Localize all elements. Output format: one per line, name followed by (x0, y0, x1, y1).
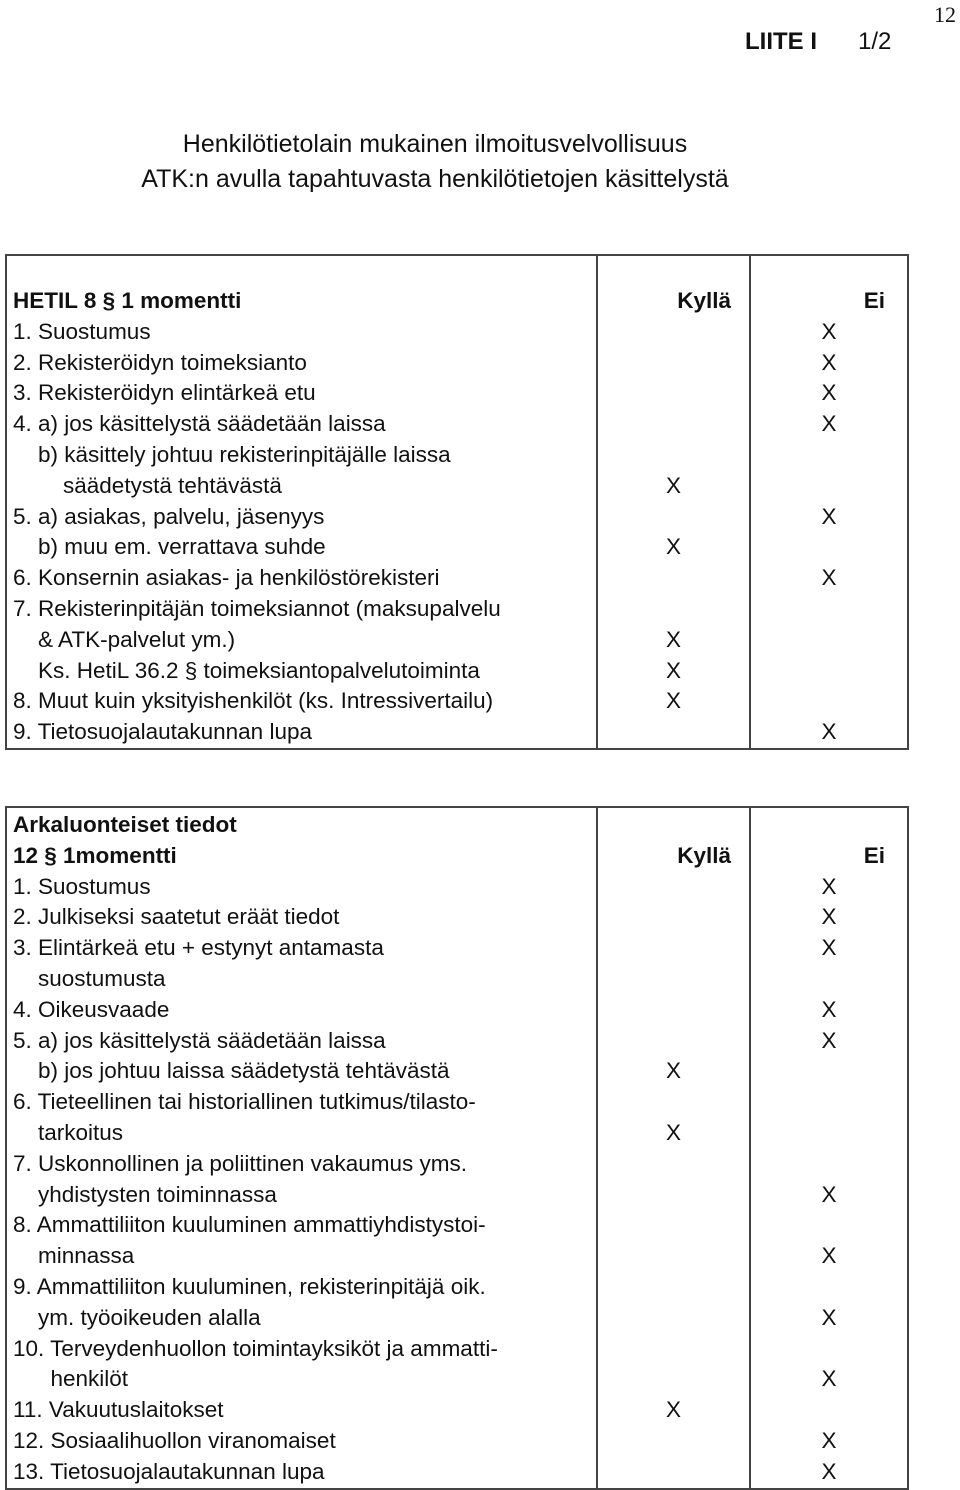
table-row (6, 933, 908, 995)
row-label-line: b) jos johtuu laissa säädetystä tehtävästä (13, 1058, 450, 1084)
yes-mark: X (665, 1119, 681, 1145)
no-mark: X (821, 996, 837, 1022)
row-label-line: 8. Ammattiliiton kuuluminen ammattiyhdistystoi- (13, 1212, 486, 1238)
table-row (6, 656, 908, 687)
yes-mark (598, 563, 749, 594)
no-mark (751, 1056, 907, 1087)
table-row (6, 1334, 908, 1396)
yes-mark (598, 1457, 749, 1488)
yes-mark: X (665, 1397, 681, 1423)
no-mark: X (821, 873, 837, 899)
table-row (6, 440, 908, 502)
row-label-line: 2. Julkiseksi saatetut eräät tiedot (13, 904, 340, 930)
row-label-line: 3. Rekisteröidyn elintärkeä etu (13, 380, 316, 406)
no-mark: X (821, 904, 837, 930)
table-row (6, 686, 908, 717)
row-label-line: 2. Rekisteröidyn toimeksianto (13, 349, 307, 375)
no-mark: X (821, 1181, 837, 1207)
yes-mark (598, 1180, 749, 1211)
row-label-line: säädetystä tehtävästä (13, 472, 282, 498)
row-label-line: 4. a) jos käsittelystä säädetään laissa (13, 411, 386, 437)
table-row (6, 717, 908, 749)
row-label-line: 1. Suostumus (13, 318, 151, 344)
table-row (6, 995, 908, 1026)
no-mark: X (821, 411, 837, 437)
table-row (6, 1426, 908, 1457)
row-label-line: 11. Vakuutuslaitokset (13, 1397, 224, 1423)
yes-mark (598, 902, 749, 933)
yes-mark (598, 502, 749, 533)
table-row (6, 563, 908, 594)
yes-mark (598, 1303, 749, 1334)
row-label-line: 10. Terveydenhuollon toimintayksiköt ja ammatti- (13, 1335, 498, 1361)
yes-mark (598, 1364, 749, 1395)
header-no: Ei (863, 842, 885, 868)
no-mark: X (821, 318, 837, 344)
attachment-label: LIITE I (745, 28, 817, 55)
yes-mark (598, 317, 749, 348)
row-label-line: ym. työoikeuden alalla (13, 1304, 261, 1330)
row-label-line: 3. Elintärkeä etu + estynyt antamasta (13, 935, 384, 961)
row-label-line: 9. Ammattiliiton kuuluminen, rekisterinpitäjä oik. (13, 1273, 486, 1299)
yes-mark (598, 1241, 749, 1272)
table-row (6, 902, 908, 933)
row-label-line: 12. Sosiaalihuollon viranomaiset (13, 1427, 336, 1453)
yes-mark: X (665, 688, 681, 714)
no-mark: X (821, 935, 837, 961)
header-label: HETIL 8 § 1 momentti (13, 288, 242, 313)
yes-mark (598, 378, 749, 409)
yes-mark: X (665, 1058, 681, 1084)
row-label-line: 8. Muut kuin yksityishenkilöt (ks. Intressivertailu) (13, 688, 494, 714)
table-row (6, 317, 908, 348)
table-row (6, 348, 908, 379)
table-row (6, 1026, 908, 1057)
row-label-line: yhdistysten toiminnassa (13, 1181, 277, 1207)
no-mark: X (821, 565, 837, 591)
row-label-line: 6. Tieteellinen tai historiallinen tutkimus/tilasto- (13, 1089, 476, 1115)
table-row (6, 532, 908, 563)
yes-mark (598, 1026, 749, 1057)
header-yes: Kyllä (677, 288, 731, 313)
header-no: Ei (863, 288, 885, 313)
document-title-line-2: ATK:n avulla tapahtuvasta henkilötietojen käsittelystä (141, 165, 729, 193)
row-label-line: b) käsittely johtuu rekisterinpitäjälle laissa (13, 441, 451, 467)
row-label-line: 9. Tietosuojalautakunnan lupa (13, 719, 312, 745)
yes-mark (598, 717, 749, 748)
table-row (6, 1272, 908, 1334)
no-mark (751, 1395, 907, 1426)
table-row (6, 1457, 908, 1489)
no-mark: X (821, 1243, 837, 1269)
row-label-line: 4. Oikeusvaade (13, 996, 170, 1022)
table-row (6, 1149, 908, 1211)
row-label-line: henkilöt (13, 1366, 129, 1392)
table-row (6, 1087, 908, 1149)
row-label-line: suostumusta (13, 965, 166, 991)
row-label-line: 1. Suostumus (13, 873, 151, 899)
header-label: 12 § 1momentti (13, 842, 177, 868)
yes-mark (598, 409, 749, 440)
row-label-line: 6. Konsernin asiakas- ja henkilöstörekisteri (13, 565, 440, 591)
sensitive-data-table (5, 806, 909, 1490)
no-mark (751, 625, 907, 656)
table-row (6, 378, 908, 409)
no-mark: X (821, 1304, 837, 1330)
yes-mark: X (665, 534, 681, 560)
row-label-line: 5. a) asiakas, palvelu, jäsenyys (13, 503, 325, 529)
row-label-line: & ATK-palvelut ym.) (13, 626, 236, 652)
no-mark (751, 471, 907, 502)
yes-mark (598, 995, 749, 1026)
no-mark: X (821, 1458, 837, 1484)
no-mark: X (821, 1427, 837, 1453)
header-title: Arkaluonteiset tiedot (13, 812, 237, 837)
no-mark: X (821, 380, 837, 406)
row-label-line: 7. Rekisterinpitäjän toimeksiannot (maksupalvelu (13, 595, 501, 621)
row-label-line: 13. Tietosuojalautakunnan lupa (13, 1458, 325, 1484)
no-mark (751, 1118, 907, 1149)
yes-mark: X (665, 472, 681, 498)
row-label-line: minnassa (13, 1243, 135, 1269)
yes-mark (598, 1426, 749, 1457)
table-row (6, 502, 908, 533)
no-mark: X (821, 349, 837, 375)
yes-mark (598, 872, 749, 903)
notification-duty-table (5, 254, 909, 750)
table-header-row (6, 807, 908, 872)
page-number: 12 (934, 2, 956, 27)
attachment-page: 1/2 (858, 28, 892, 55)
table-row (6, 1210, 908, 1272)
no-mark (751, 686, 907, 717)
row-label-line: 5. a) jos käsittelystä säädetään laissa (13, 1027, 386, 1053)
table-row (6, 594, 908, 656)
no-mark: X (821, 1027, 837, 1053)
row-label-line: b) muu em. verrattava suhde (13, 534, 326, 560)
row-label-line: tarkoitus (13, 1119, 124, 1145)
yes-mark: X (665, 657, 681, 683)
no-mark (751, 656, 907, 687)
no-mark: X (821, 503, 837, 529)
table-row (6, 872, 908, 903)
no-mark: X (821, 719, 837, 745)
row-label-line: Ks. HetiL 36.2 § toimeksiantopalvelutoiminta (13, 657, 480, 683)
table-row (6, 1395, 908, 1426)
no-mark (751, 532, 907, 563)
table-row (6, 1056, 908, 1087)
table-row (6, 409, 908, 440)
yes-mark (598, 348, 749, 379)
no-mark: X (821, 1366, 837, 1392)
document-title-line-1: Henkilötietolain mukainen ilmoitusvelvollisuus (182, 130, 688, 158)
yes-mark: X (665, 626, 681, 652)
header-yes: Kyllä (677, 842, 731, 868)
yes-mark (598, 933, 749, 964)
row-label-line: 7. Uskonnollinen ja poliittinen vakaumus yms. (13, 1150, 467, 1176)
table-header-row (6, 255, 908, 317)
